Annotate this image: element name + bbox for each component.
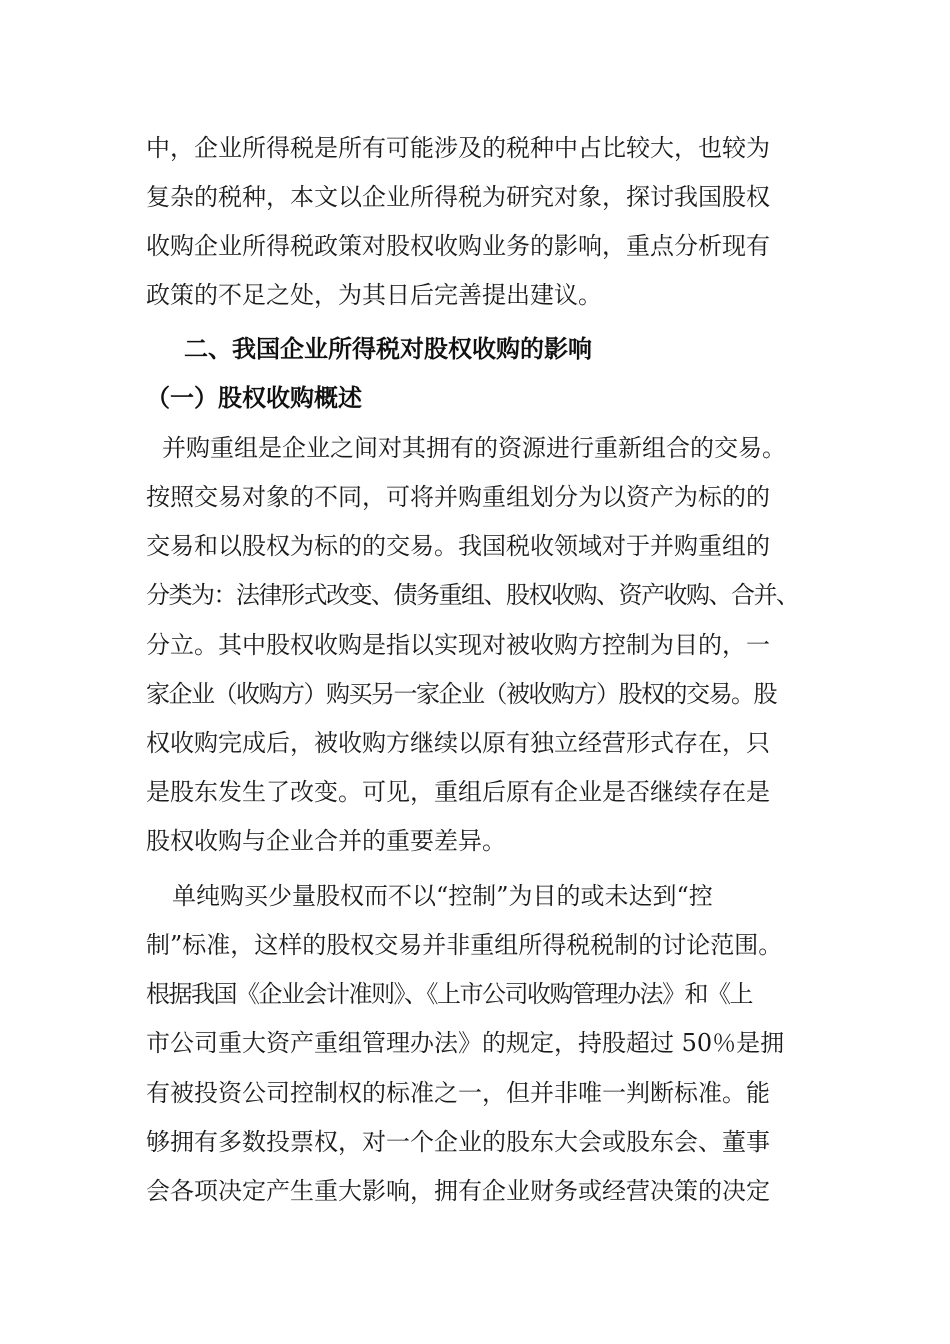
paragraph1-line-9: 股权收购与企业合并的重要差异。 [146,827,506,855]
intro-line-2: 复杂的税种，本文以企业所得税为研究对象，探讨我国股权 [146,183,770,211]
intro-line-1: 中，企业所得税是所有可能涉及的税种中占比较大，也较为 [146,134,770,162]
section-heading: 二、我国企业所得税对股权收购的影响 [184,335,592,363]
paragraph1-line-5: 分立。其中股权收购是指以实现对被收购方控制为目的，一 [146,631,770,659]
intro-line-4: 政策的不足之处，为其日后完善提出建议。 [146,281,602,309]
paragraph2-line-6: 够拥有多数投票权，对一个企业的股东大会或股东会、董事 [146,1128,770,1156]
paragraph2-line-1: 单纯购买少量股权而不以“控制”为目的或未达到“控 [172,882,713,910]
paragraph1-line-1: 并购重组是企业之间对其拥有的资源进行重新组合的交易。 [162,434,786,462]
paragraph2-line-7: 会各项决定产生重大影响，拥有企业财务或经营决策的决定 [146,1177,770,1205]
paragraph1-line-2: 按照交易对象的不同，可将并购重组划分为以资产为标的的 [146,483,770,511]
paragraph1-line-7: 权收购完成后，被收购方继续以原有独立经营形式存在，只 [146,729,770,757]
paragraph1-line-8: 是股东发生了改变。可见，重组后原有企业是否继续存在是 [146,778,770,806]
paragraph1-line-6: 家企业（收购方）购买另一家企业（被收购方）股权的交易。股 [146,680,776,708]
paragraph2-line-3: 根据我国《企业会计准则》、《上市公司收购管理办法》和《上 [146,980,752,1008]
paragraph2-line-5: 有被投资公司控制权的标准之一，但并非唯一判断标准。能 [146,1079,770,1107]
paragraph1-line-4: 分类为：法律形式改变、债务重组、股权收购、资产收购、合并、 [146,581,799,609]
paragraph2-line-2: 制”标准，这样的股权交易并非重组所得税税制的讨论范围。 [146,931,783,959]
paragraph1-line-3: 交易和以股权为标的的交易。我国税收领域对于并购重组的 [146,532,770,560]
section-subheading: （一）股权收购概述 [146,384,362,412]
intro-line-3: 收购企业所得税政策对股权收购业务的影响，重点分析现有 [146,232,770,260]
paragraph2-line-4: 市公司重大资产重组管理办法》的规定，持股超过 50％是拥 [146,1029,785,1057]
